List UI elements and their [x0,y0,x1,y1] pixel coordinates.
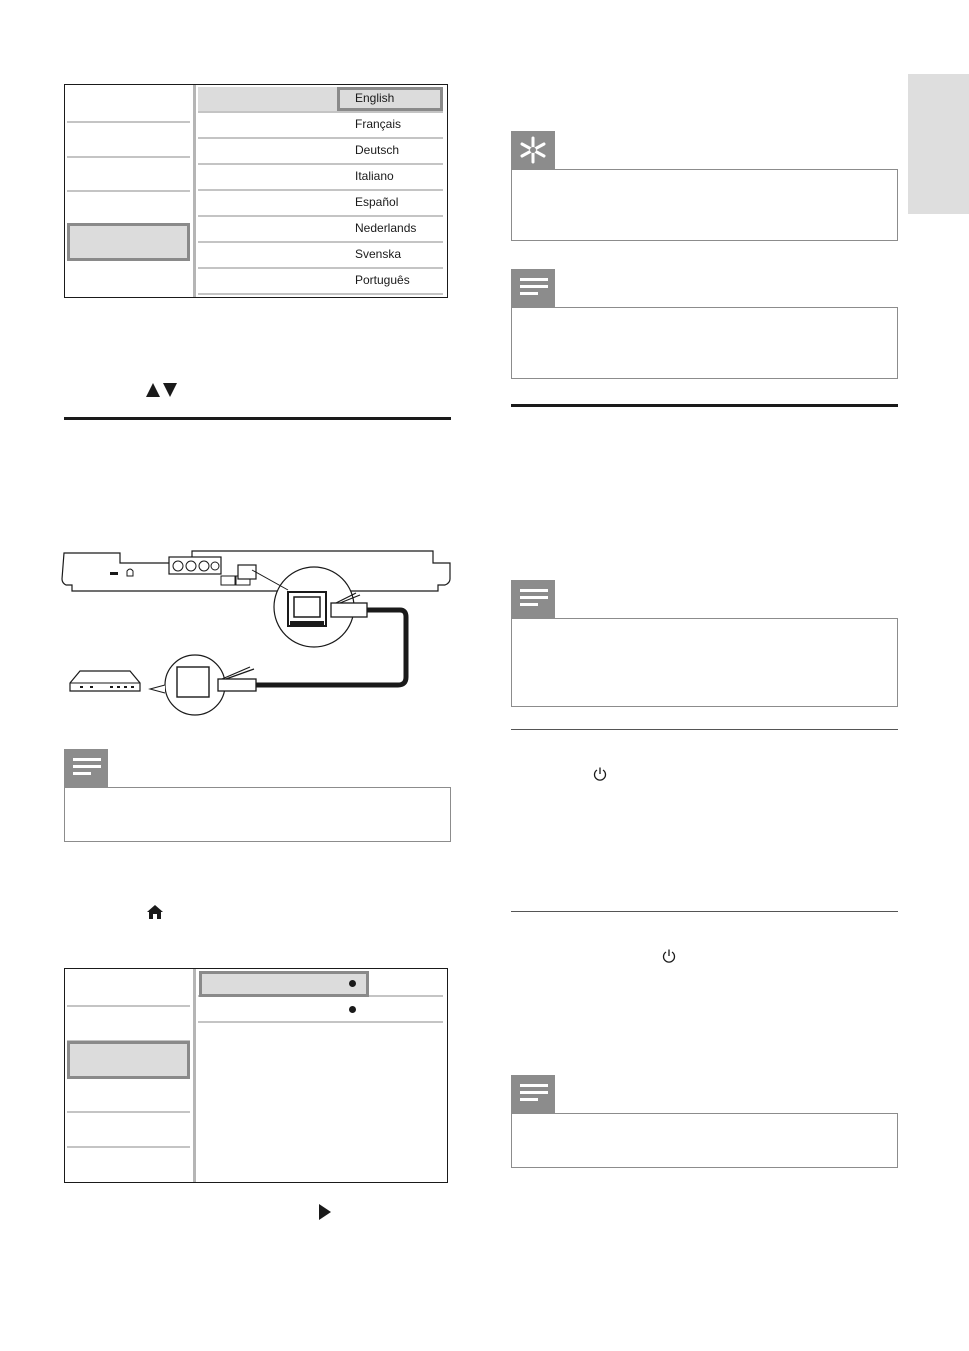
power-icon [662,949,676,963]
menu-category-row[interactable] [67,192,190,226]
language-row[interactable] [198,191,443,217]
tip-box [511,169,898,241]
section-divider [511,404,898,407]
language-row[interactable] [198,243,443,269]
language-row[interactable] [198,113,443,139]
network-selection-cursor [199,971,369,997]
language-menu-screen [64,84,448,298]
note-lines-icon [511,580,555,618]
language-option-deutsch[interactable]: Deutsch [355,143,400,157]
option-bullet-icon [349,980,356,987]
menu-category-column [65,969,196,1182]
note-lines-icon [511,269,555,307]
menu-category-column [65,85,196,297]
tip-tab [511,131,555,169]
note-box [511,307,898,379]
asterisk-tip-icon [511,131,555,169]
power-icon [593,767,607,781]
menu-category-selected[interactable] [67,223,190,261]
home-icon [147,905,163,919]
note-tab [511,580,555,618]
subsection-divider [511,729,898,730]
network-menu-screen [64,968,448,1183]
language-option-francais[interactable]: Français [355,117,402,131]
network-connection-diagram [60,545,455,720]
menu-category-row[interactable] [67,1008,190,1042]
note-lines-icon [64,749,108,787]
note-tab [511,269,555,307]
menu-category-row[interactable] [67,124,190,158]
note-tab [64,749,108,787]
section-divider [64,417,451,420]
menu-category-row[interactable] [67,158,190,192]
note-lines-icon [511,1075,555,1113]
note-box [64,787,451,842]
note-box [511,618,898,707]
language-option-nederlands[interactable]: Nederlands [355,221,417,235]
option-bullet-icon [349,1006,356,1013]
language-option-portugues[interactable]: Português [355,273,410,287]
play-icon [319,1204,331,1220]
language-option-italiano[interactable]: Italiano [355,169,394,183]
subsection-divider [511,911,898,912]
network-option-row[interactable] [198,997,443,1023]
menu-category-row[interactable] [67,1079,190,1113]
language-option-english[interactable]: English [355,91,395,105]
menu-category-row[interactable] [67,973,190,1007]
language-row[interactable] [198,139,443,165]
side-section-tab [908,74,969,214]
language-option-espanol[interactable]: Español [355,195,399,209]
menu-category-row[interactable] [67,1114,190,1148]
note-box [511,1113,898,1168]
language-option-svenska[interactable]: Svenska [355,247,402,261]
note-tab [511,1075,555,1113]
menu-category-row[interactable] [67,89,190,123]
language-row[interactable] [198,165,443,191]
menu-category-selected[interactable] [67,1041,190,1079]
up-down-arrows-icon [145,382,179,398]
